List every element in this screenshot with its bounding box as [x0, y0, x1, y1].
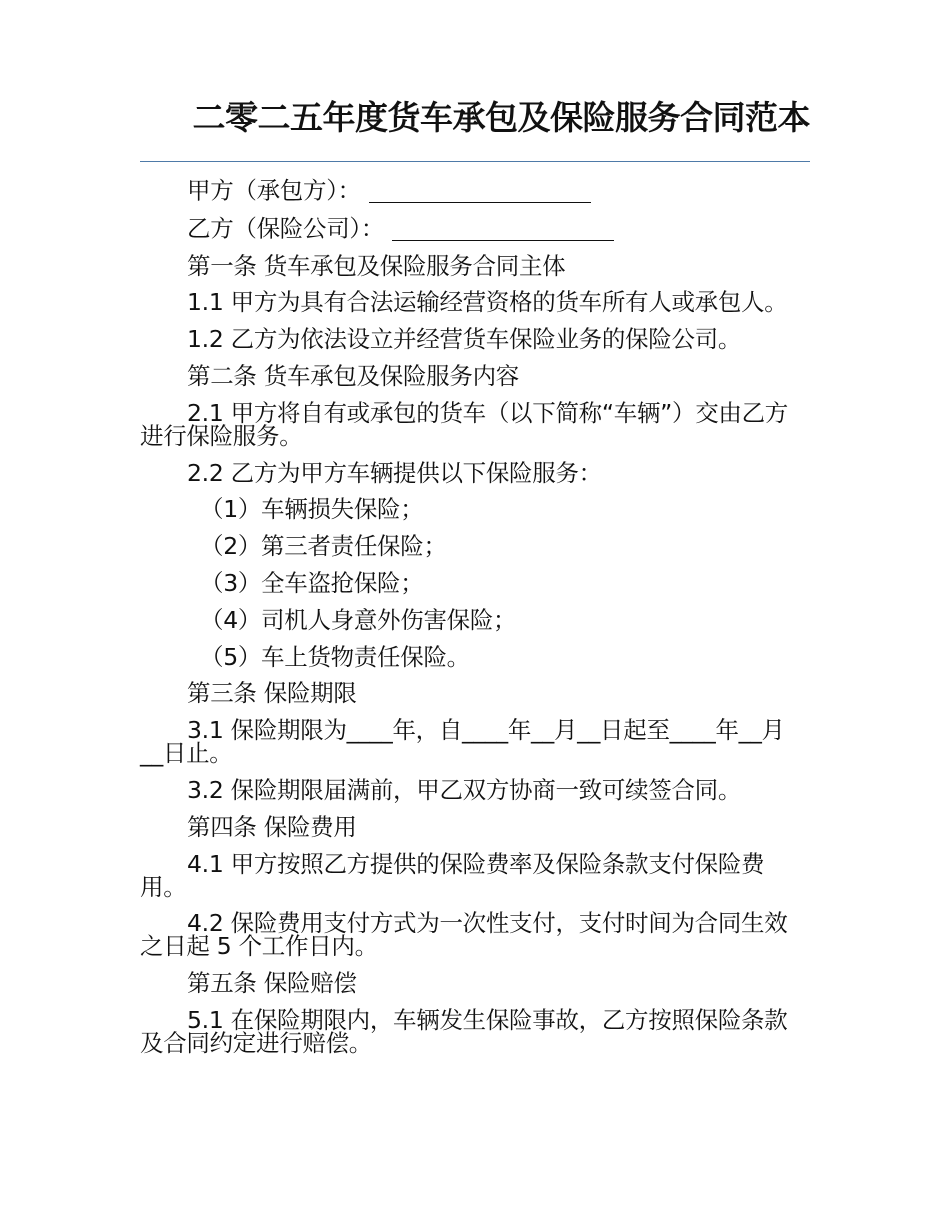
service-item-4: （4）司机人身意外伤害保险；: [200, 605, 517, 634]
article-5-heading: 第五条 保险赔偿: [187, 969, 357, 998]
clause-5-1: 5.1 在保险期限内，车辆发生保险事故，乙方按照保险条款及合同约定进行赔偿。: [140, 1005, 788, 1057]
clause-1-1: 1.1 甲方为具有合法运输经营资格的货车所有人或承包人。: [187, 288, 788, 317]
title-underline: [140, 161, 810, 162]
party-b-line: [140, 216, 802, 241]
clause-4-2: 4.2 保险费用支付方式为一次性支付，支付时间为合同生效之日起 5 个工作日内。: [140, 909, 788, 961]
clause-3-1: 3.1 保险期限为____年，自____年__月__日起至____年__月__日止。: [140, 716, 785, 768]
party-a-line: [140, 178, 802, 203]
clause-2-1: 2.1 甲方将自有或承包的货车（以下简称“车辆”）交由乙方进行保险服务。: [140, 398, 788, 450]
clause-4-1: 4.1 甲方按照乙方提供的保险费率及保险条款支付保险费用。: [140, 849, 765, 901]
service-item-3: （3）全车盗抢保险；: [200, 568, 424, 597]
party-b-blank: [392, 216, 614, 241]
article-3-heading: 第三条 保险期限: [187, 679, 357, 708]
party-b-label: 乙方（保险公司）：: [187, 214, 385, 243]
document-title: 二零二五年度货车承包及保险服务合同范本: [192, 98, 810, 137]
service-item-2: （2）第三者责任保险；: [200, 532, 447, 561]
article-4-heading: 第四条 保险费用: [187, 812, 357, 841]
service-item-1: （1）车辆损失保险；: [200, 495, 424, 524]
service-item-5: （5）车上货物责任保险。: [200, 642, 470, 671]
clause-2-2: 2.2 乙方为甲方车辆提供以下保险服务：: [187, 458, 602, 487]
clause-1-2: 1.2 乙方为依法设立并经营货车保险业务的保险公司。: [187, 325, 742, 354]
party-a-blank: [369, 178, 591, 203]
contract-body: [140, 178, 802, 1069]
article-2-heading: 第二条 货车承包及保险服务内容: [187, 361, 519, 390]
article-1-heading: 第一条 货车承包及保险服务合同主体: [187, 251, 566, 280]
party-a-label: 甲方（承包方）：: [187, 176, 361, 205]
clause-3-2: 3.2 保险期限届满前，甲乙双方协商一致可续签合同。: [187, 775, 742, 804]
